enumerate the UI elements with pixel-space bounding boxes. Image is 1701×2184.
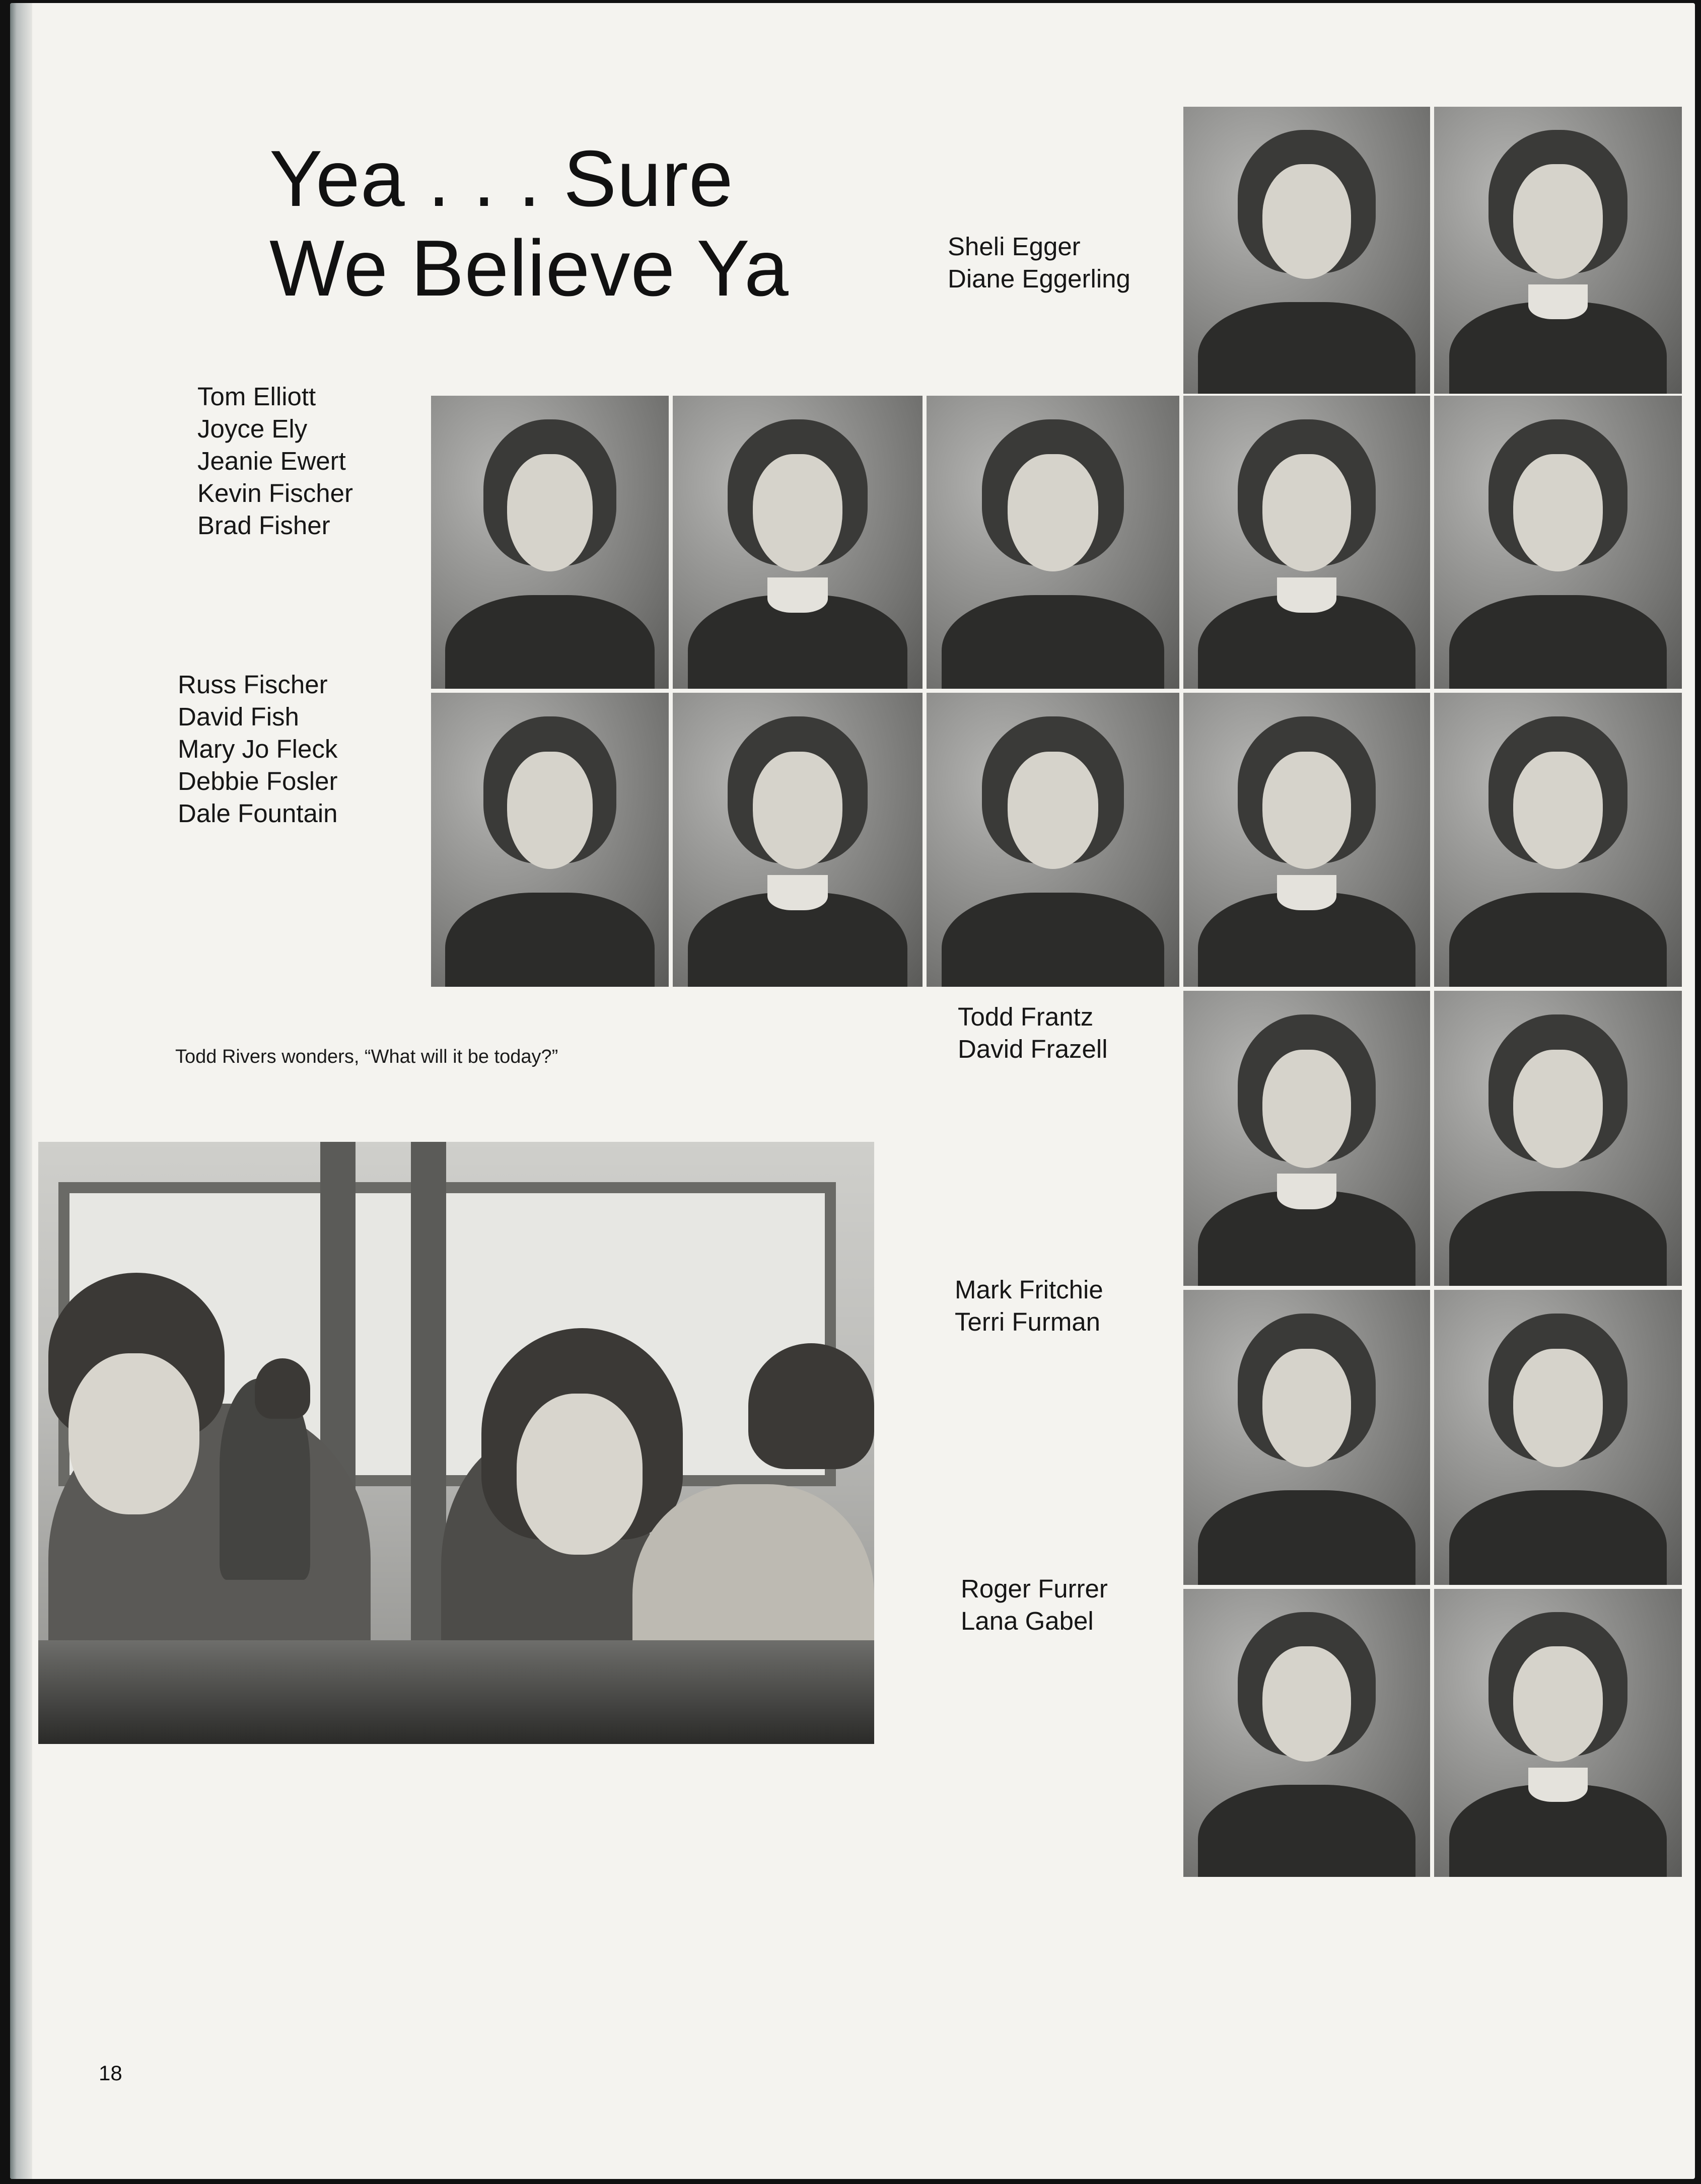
headline-line-1: Yea . . . Sure: [269, 134, 734, 223]
portrait-photo: [431, 693, 669, 987]
candid-photo: [38, 1142, 874, 1744]
names-row-6: [961, 1573, 1108, 1637]
student-name: Russ Fischer: [178, 670, 328, 699]
portrait-photo: [1183, 1290, 1430, 1585]
student-name: Diane Eggerling: [948, 264, 1130, 293]
portrait-photo: [673, 396, 923, 689]
portrait-photo: [1434, 396, 1682, 689]
portrait-photo: [1434, 1290, 1682, 1585]
student-name: Sheli Egger: [948, 232, 1081, 261]
page-number: 18: [99, 2061, 122, 2085]
student-name: David Fish: [178, 702, 299, 731]
student-name: Terri Furman: [955, 1307, 1101, 1336]
student-name: Jeanie Ewert: [197, 447, 346, 475]
student-name: Brad Fisher: [197, 511, 330, 540]
student-name: Lana Gabel: [961, 1607, 1094, 1635]
student-name: Mary Jo Fleck: [178, 735, 338, 763]
photo-caption: Todd Rivers wonders, “What will it be today?”: [175, 1046, 558, 1067]
portrait-photo: [1183, 396, 1430, 689]
student-name: Joyce Ely: [197, 414, 308, 443]
student-name: Dale Fountain: [178, 799, 338, 828]
portrait-photo: [673, 693, 923, 987]
headline-line-2: We Believe Ya: [269, 224, 789, 313]
student-name: Debbie Fosler: [178, 767, 338, 795]
portrait-photo: [1183, 107, 1430, 394]
portrait-photo: [1183, 1589, 1430, 1877]
student-name: Tom Elliott: [197, 382, 316, 411]
names-row-3: [178, 669, 338, 830]
student-name: Roger Furrer: [961, 1574, 1108, 1603]
names-row-4: [958, 1001, 1108, 1065]
portrait-photo: [1183, 991, 1430, 1286]
portrait-photo: [927, 693, 1179, 987]
portrait-photo: [1434, 991, 1682, 1286]
portrait-photo: [927, 396, 1179, 689]
portrait-photo: [1434, 107, 1682, 394]
portrait-photo: [431, 396, 669, 689]
yearbook-page: [10, 3, 1695, 2179]
page-spine-edge: [10, 3, 32, 2179]
names-row-2: [197, 381, 353, 542]
names-row-1: [948, 231, 1130, 295]
portrait-photo: [1434, 1589, 1682, 1877]
student-name: Mark Fritchie: [955, 1275, 1103, 1304]
student-name: Kevin Fischer: [197, 479, 353, 507]
portrait-photo: [1434, 693, 1682, 987]
names-row-5: [955, 1274, 1103, 1338]
student-name: Todd Frantz: [958, 1002, 1094, 1031]
page-headline: [269, 134, 789, 313]
portrait-photo: [1183, 693, 1430, 987]
student-name: David Frazell: [958, 1035, 1108, 1063]
